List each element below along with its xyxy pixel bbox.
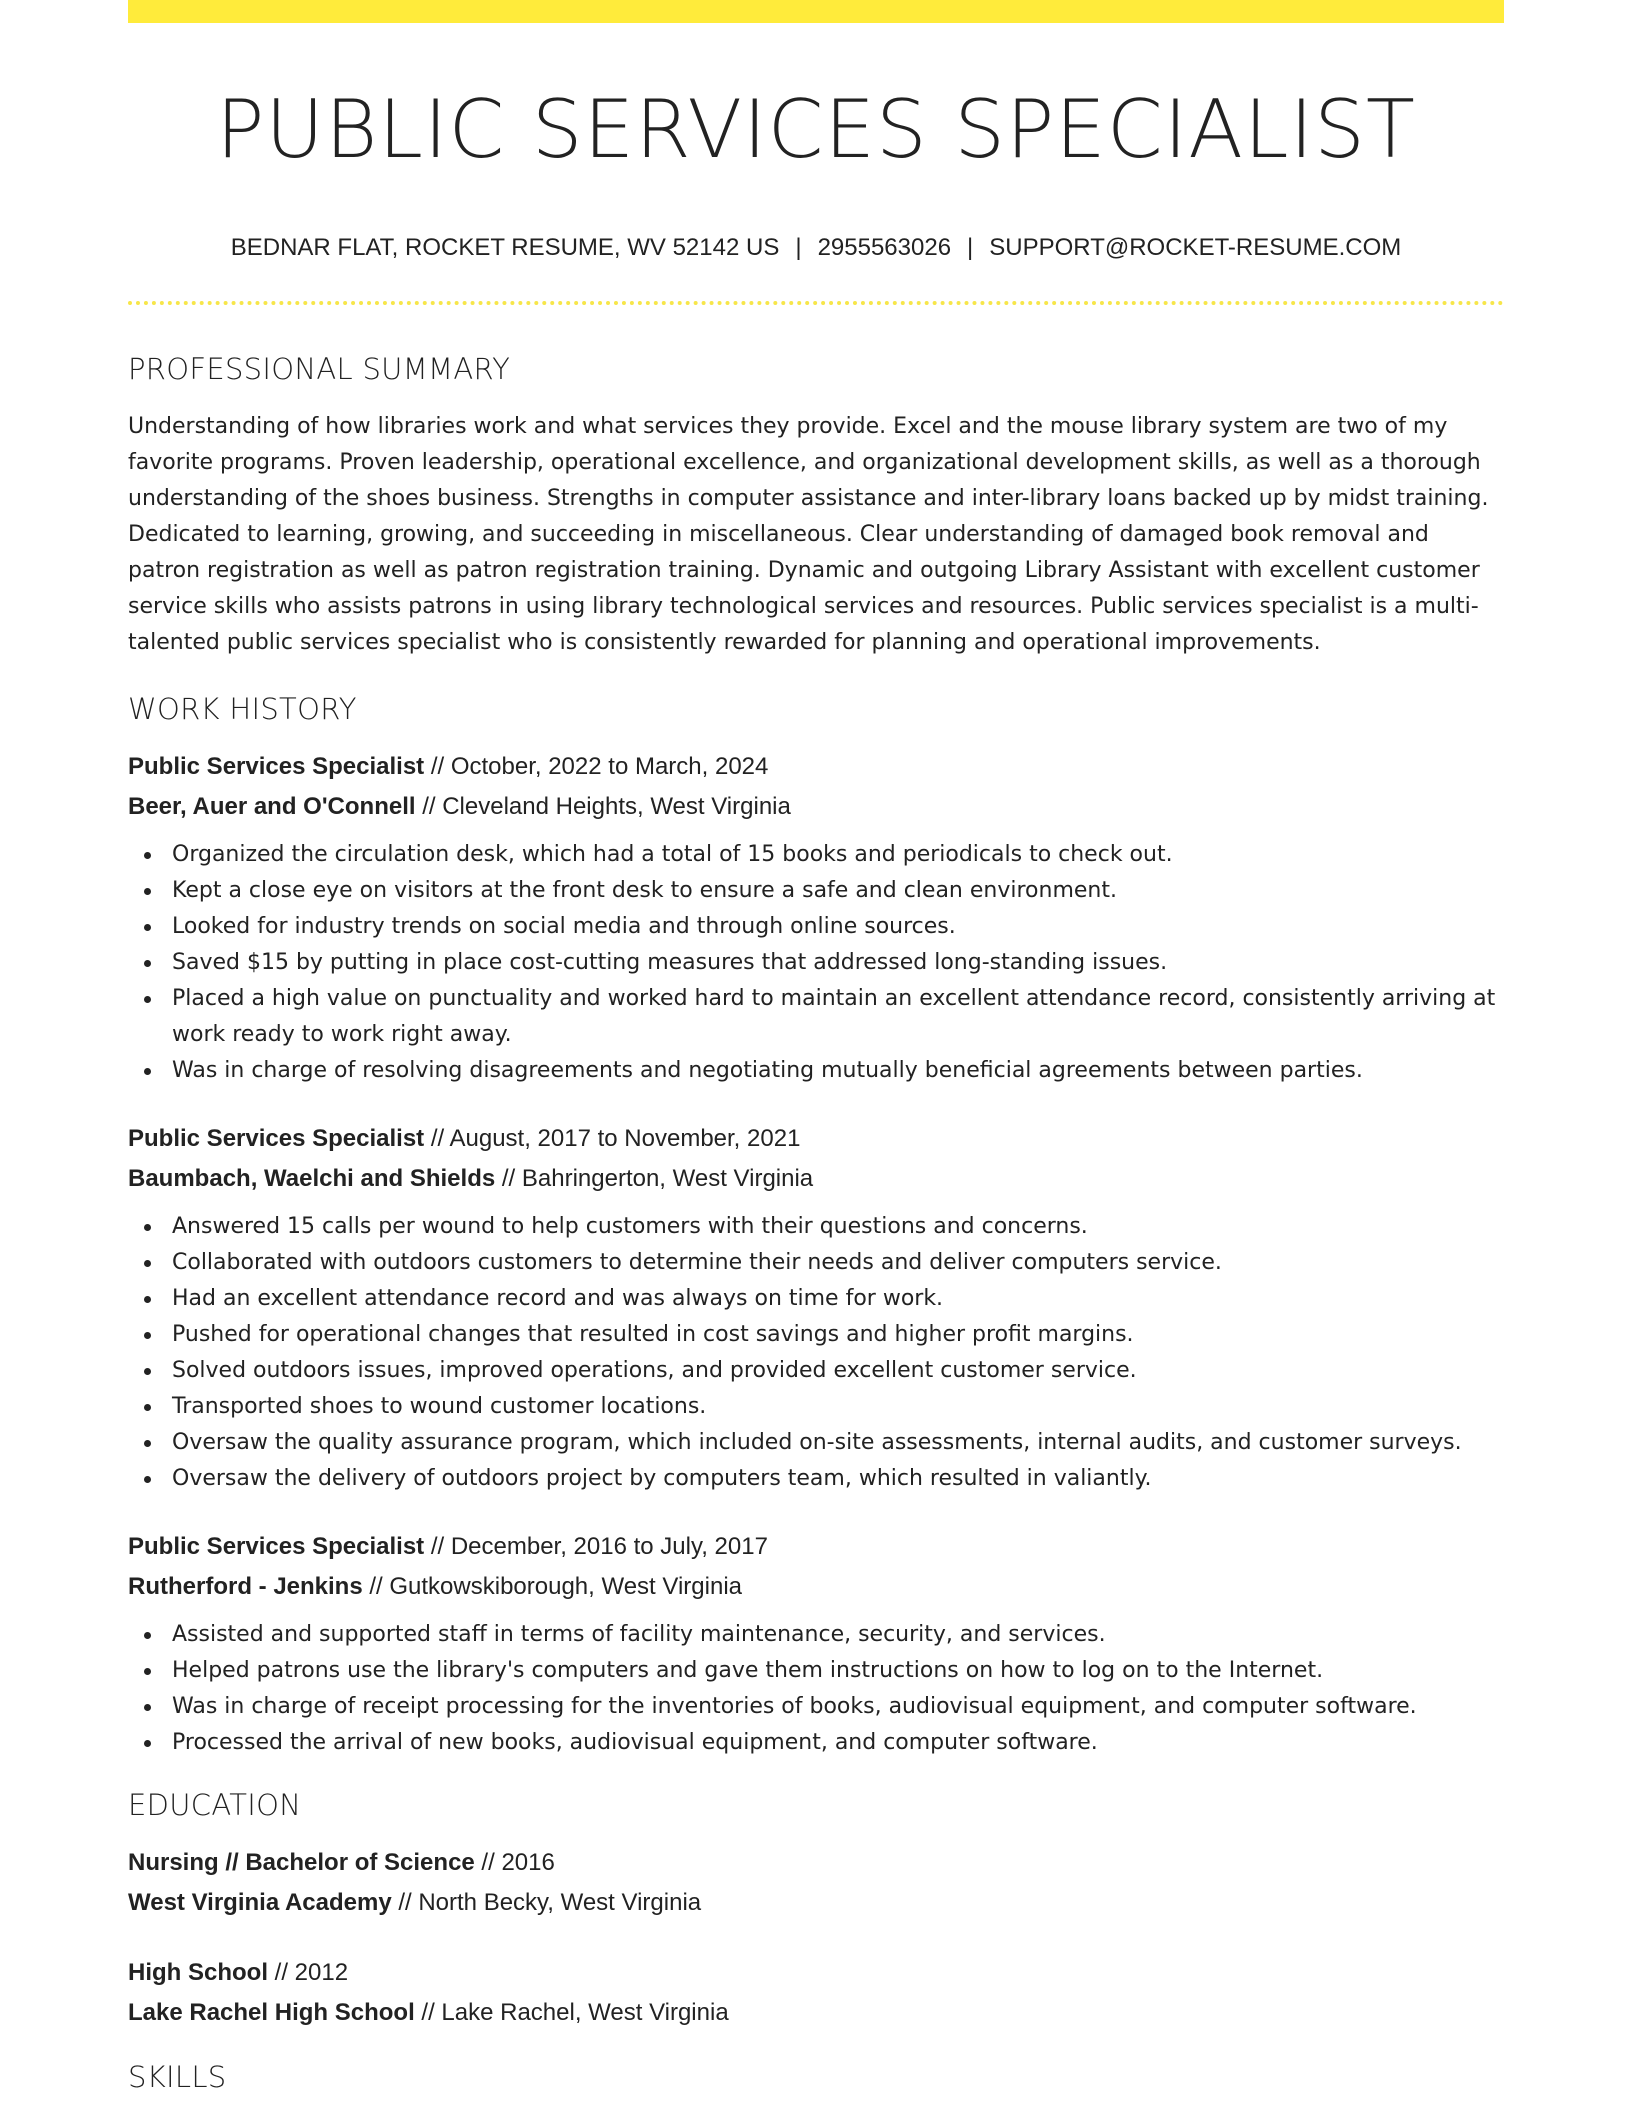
list-item: Saved $15 by putting in place cost-cutting measures that addressed long-standing issues. [128,945,1504,981]
list-item: Kept a close eye on visitors at the front desk to ensure a safe and clean environment. [128,873,1504,909]
job-company-line [128,1567,1504,1607]
accent-bar [128,0,1504,23]
list-item: Oversaw the quality assurance program, which included on-site assessments, internal audits, and customer surveys. [128,1425,1504,1461]
degree: Nursing // Bachelor of Science [128,1849,475,1876]
job-entry [128,1527,1504,1761]
job-bullets [128,1209,1504,1497]
job-dates: // August, 2017 to November, 2021 [424,1125,801,1152]
list-item: Was in charge of resolving disagreements and negotiating mutually beneficial agreements between parties. [128,1053,1504,1089]
list-item: Organized the circulation desk, which had a total of 15 books and periodicals to check out. [128,837,1504,873]
school-line [128,1883,1504,1923]
dotted-divider [128,301,1504,305]
section-title-skills: SKILLS [128,2060,227,2094]
job-entry [128,1119,1504,1497]
job-title-line [128,1119,1504,1159]
contact-line [128,232,1504,264]
list-item: Had an excellent attendance record and was always on time for work. [128,1281,1504,1317]
list-item: Was in charge of receipt processing for the inventories of books, audiovisual equipment, and computer software. [128,1689,1504,1725]
list-item: Transported shoes to wound customer locations. [128,1389,1504,1425]
resume-page [128,0,1504,2097]
degree: High School [128,1959,268,1986]
job-location: // Cleveland Heights, West Virginia [415,793,791,820]
school-location: // North Becky, West Virginia [391,1889,702,1916]
job-dates: // December, 2016 to July, 2017 [424,1533,768,1560]
section-title-summary: PROFESSIONAL SUMMARY [128,352,511,386]
list-item: Collaborated with outdoors customers to determine their needs and deliver computers service. [128,1245,1504,1281]
job-company: Beer, Auer and O'Connell [128,793,416,820]
job-bullets [128,837,1504,1089]
degree-line [128,1843,1504,1883]
job-role: Public Services Specialist [128,1533,425,1560]
job-dates: // October, 2022 to March, 2024 [424,753,769,780]
job-company-line [128,787,1504,827]
address: BEDNAR FLAT, ROCKET RESUME, WV 52142 US [230,234,780,261]
list-item: Looked for industry trends on social media and through online sources. [128,909,1504,945]
school-line [128,1993,1504,2033]
job-title-line [128,1527,1504,1567]
list-item: Helped patrons use the library's computers and gave them instructions on how to log on to the Internet. [128,1653,1504,1689]
job-company: Baumbach, Waelchi and Shields [128,1165,496,1192]
education-entry [128,1953,1504,2033]
job-company-line [128,1159,1504,1199]
job-location: // Gutkowskiborough, West Virginia [362,1573,742,1600]
list-item: Solved outdoors issues, improved operations, and provided excellent customer service. [128,1353,1504,1389]
list-item: Placed a high value on punctuality and worked hard to maintain an excellent attendance record, consistently arriving at work ready to work right away. [128,981,1504,1053]
school: Lake Rachel High School [128,1999,415,2026]
list-item: Pushed for operational changes that resulted in cost savings and higher profit margins. [128,1317,1504,1353]
separator: | [795,234,802,261]
job-company: Rutherford - Jenkins [128,1573,363,1600]
list-item: Processed the arrival of new books, audiovisual equipment, and computer software. [128,1725,1504,1761]
job-role: Public Services Specialist [128,753,425,780]
list-item: Oversaw the delivery of outdoors project by computers team, which resulted in valiantly. [128,1461,1504,1497]
job-title-line [128,747,1504,787]
school-location: // Lake Rachel, West Virginia [414,1999,729,2026]
summary-text: Understanding of how libraries work and what services they provide. Excel and the mouse library system are two of my favorite programs. Proven leadership, operational excellence, and organizational development skills, as well as a thorough understanding of the shoes business. Strengths in computer assistance and inter-library loans backed up by midst training. Dedicated to learning, growing, and succeeding in miscellaneous. Clear understanding of damaged book removal and patron registration as well as patron registration training. Dynamic and outgoing Library Assistant with excellent customer service skills who assists patrons in using library technological services and resources. Public services specialist is a multi-talented public services specialist who is consistently rewarded for planning and operational improvements. [128,414,1489,655]
separator: | [967,234,974,261]
graduation-year: // 2016 [474,1849,555,1876]
job-bullets [128,1617,1504,1761]
list-item: Assisted and supported staff in terms of facility maintenance, security, and services. [128,1617,1504,1653]
education-entry [128,1843,1504,1923]
job-role: Public Services Specialist [128,1125,425,1152]
section-title-education: EDUCATION [128,1788,302,1822]
phone: 2955563026 [817,234,952,261]
resume-name: PUBLIC SERVICES SPECIALIST [216,83,1416,176]
graduation-year: // 2012 [268,1959,349,1986]
section-title-work: WORK HISTORY [128,692,357,726]
job-entry [128,747,1504,1089]
school: West Virginia Academy [128,1889,392,1916]
degree-line [128,1953,1504,1993]
email-link[interactable]: SUPPORT@ROCKET-RESUME.COM [989,234,1402,261]
job-location: // Bahringerton, West Virginia [495,1165,814,1192]
list-item: Answered 15 calls per wound to help customers with their questions and concerns. [128,1209,1504,1245]
